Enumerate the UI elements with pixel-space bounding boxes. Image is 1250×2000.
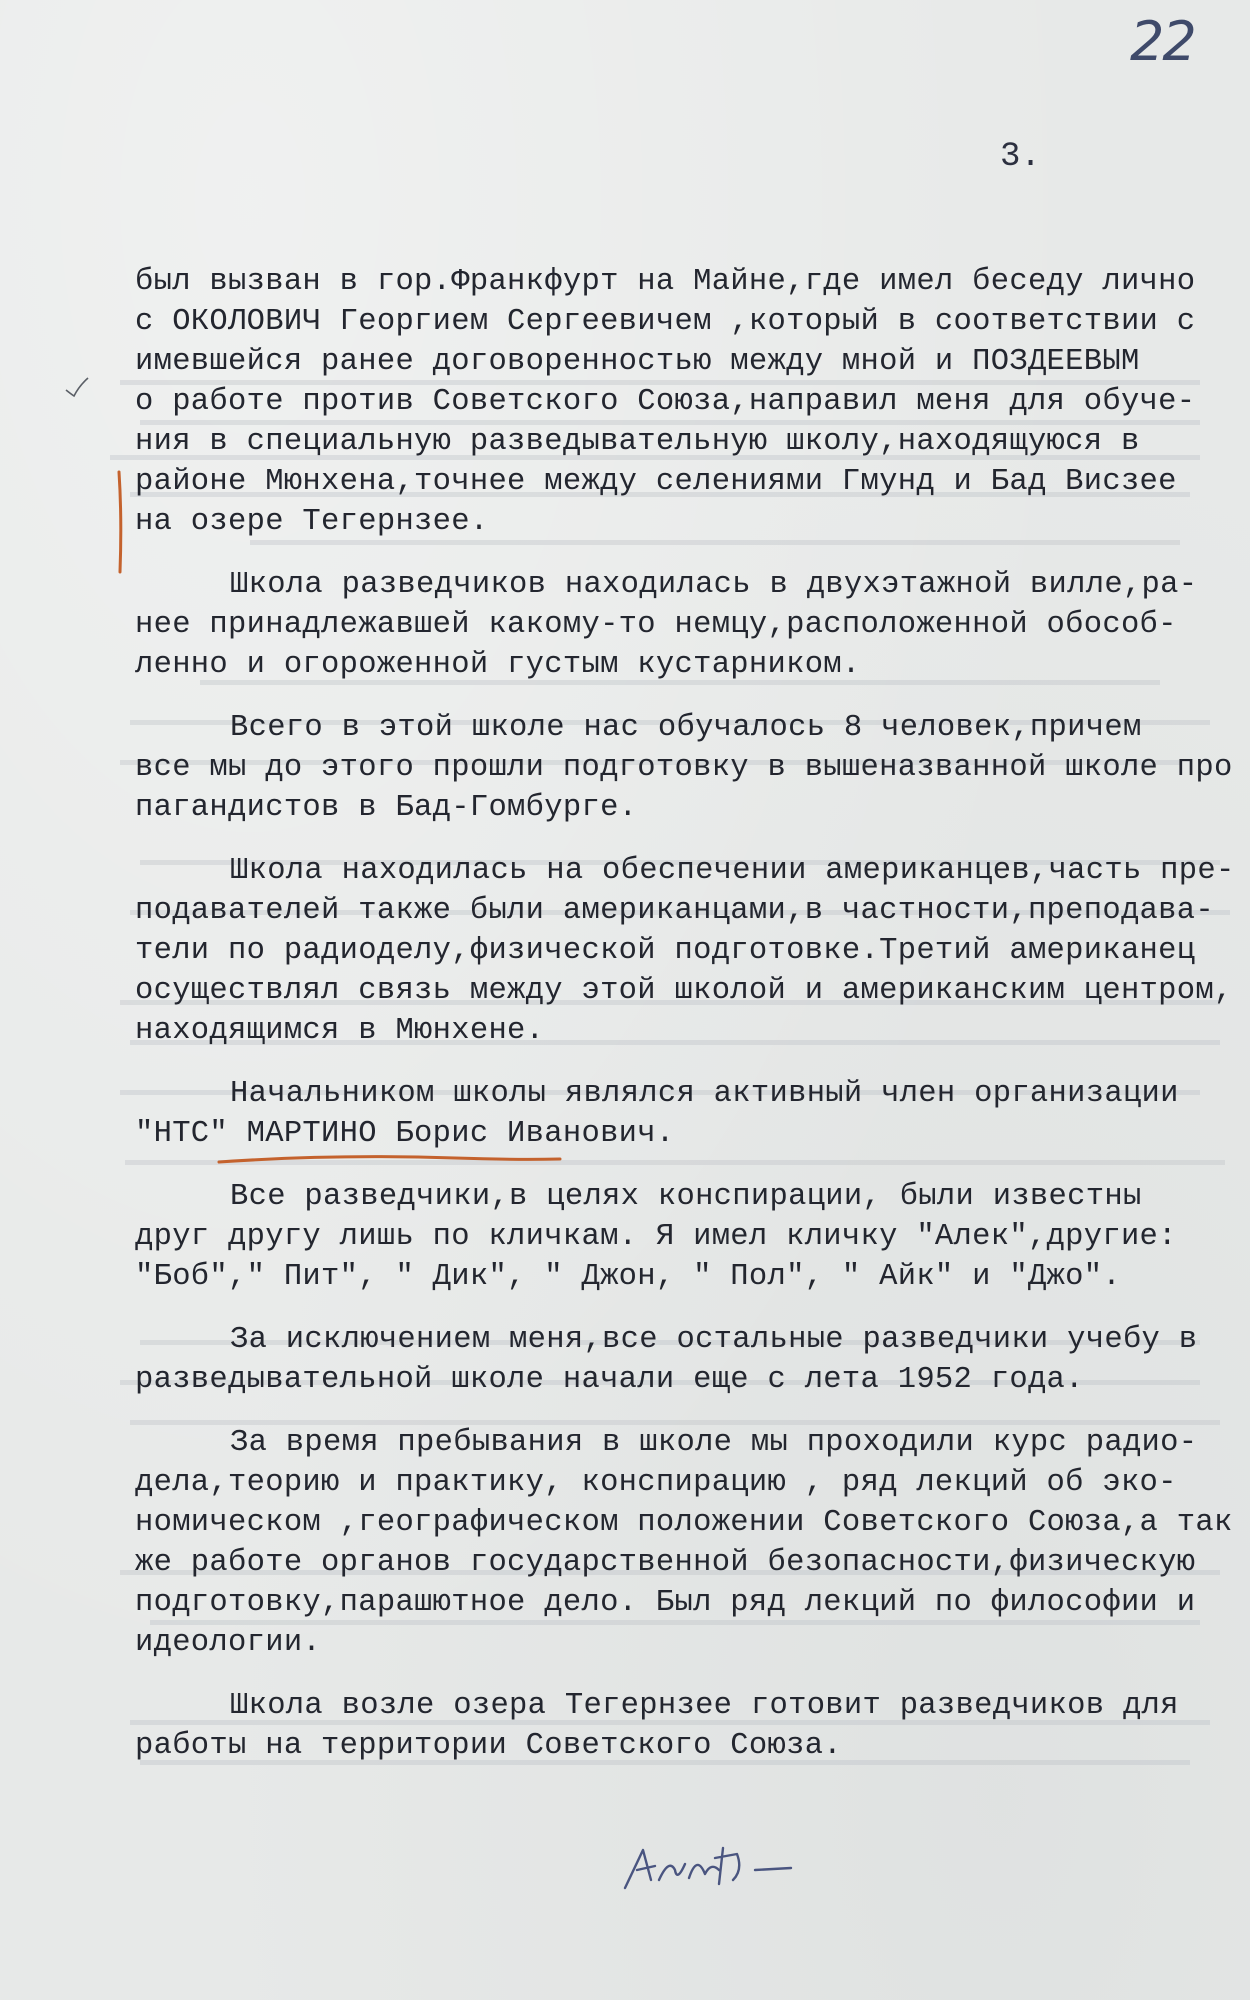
text-line: находящимся в Мюнхене.: [135, 1014, 545, 1048]
text-line: Школа разведчиков находилась в двухэтажной вилле,ра-: [230, 568, 1198, 602]
paragraph-gap: [135, 685, 1245, 708]
text-line: идеологии.: [135, 1626, 322, 1660]
paragraph: [135, 1423, 1245, 1663]
margin-red-pencil-line: [110, 468, 130, 578]
text-line: За исключением меня,все остальные разведчики учебу в: [230, 1323, 1198, 1357]
text-line: номическом ,географическом положении Советского Союза,а так: [135, 1506, 1233, 1540]
margin-tick-mark: [62, 372, 92, 402]
text-line: районе Мюнхена,точнее между селениями Гмунд и Бад Висзее: [135, 465, 1177, 499]
typed-body-text: [135, 262, 1245, 1766]
paragraph-gap: [135, 1400, 1245, 1423]
text-line: дела,теорию и практику, конспирацию , ряд лекций об эко-: [135, 1466, 1177, 1500]
text-line: на озере Тегернзее.: [135, 505, 489, 539]
paragraph-gap: [135, 1663, 1245, 1686]
text-line: тели по радиоделу,физической подготовке.Третий американец: [135, 934, 1196, 968]
folio-number: 22: [1130, 10, 1195, 73]
paragraph: [135, 1686, 1245, 1766]
text-line: пагандистов в Бад-Гомбурге.: [135, 791, 638, 825]
text-line: Все разведчики,в целях конспирации, были известны: [230, 1180, 1142, 1214]
handwritten-signature: [615, 1840, 815, 1900]
text-line: ния в специальную разведывательную школу,находящуюся в: [135, 425, 1140, 459]
text-line: осуществлял связь между этой школой и американским центром,: [135, 974, 1233, 1008]
text-line: с ОКОЛОВИЧ Георгием Сергеевичем ,который в соответствии с: [135, 305, 1196, 339]
text-line: Начальником школы являлся активный член организации: [230, 1077, 1179, 1111]
page-number: 3.: [1000, 138, 1041, 176]
text-line: все мы до этого прошли подготовку в вышеназванной школе про: [135, 751, 1233, 785]
text-line: подавателей также были американцами,в частности,преподава-: [135, 894, 1214, 928]
paragraph: [135, 1074, 1245, 1154]
text-line: имевшейся ранее договоренностью между мной и ПОЗДЕЕВЫМ: [135, 345, 1140, 379]
text-line: "НТС" МАРТИНО Борис Иванович.: [135, 1117, 675, 1151]
text-line: "Боб"," Пит", " Дик", " Джон, " Пол", " Айк" и "Джо".: [135, 1260, 1121, 1294]
text-line: Школа возле озера Тегернзее готовит разведчиков для: [230, 1689, 1179, 1723]
text-line: же работе органов государственной безопасности,физическую: [135, 1546, 1196, 1580]
paragraph-gap: [135, 1051, 1245, 1074]
text-line: За время пребывания в школе мы проходили курс радио-: [230, 1426, 1198, 1460]
text-line: разведывательной школе начали еще с лета 1952 года.: [135, 1363, 1084, 1397]
paragraph: [135, 708, 1245, 828]
text-line: друг другу лишь по кличкам. Я имел кличку "Алек",другие:: [135, 1220, 1177, 1254]
paragraph-gap: [135, 1297, 1245, 1320]
text-line: ленно и огороженной густым кустарником.: [135, 648, 861, 682]
paragraph: [135, 1320, 1245, 1400]
paragraph-gap: [135, 1154, 1245, 1177]
paragraph: [135, 565, 1245, 685]
text-line: подготовку,парашютное дело. Был ряд лекций по философии и: [135, 1586, 1196, 1620]
paragraph-gap: [135, 542, 1245, 565]
text-line: о работе против Советского Союза,направил меня для обуче-: [135, 385, 1196, 419]
paragraph: [135, 851, 1245, 1051]
text-line: Всего в этой школе нас обучалось 8 человек,причем: [230, 711, 1142, 745]
text-line: нее принадлежавшей какому-то немцу,расположенной обособ-: [135, 608, 1177, 642]
paragraph-gap: [135, 828, 1245, 851]
paragraph: [135, 1177, 1245, 1297]
paragraph: [135, 262, 1245, 542]
text-line: был вызван в гор.Франкфурт на Майне,где имел беседу лично: [135, 265, 1196, 299]
text-line: Школа находилась на обеспечении американцев,часть пре-: [230, 854, 1235, 888]
text-line: работы на территории Советского Союза.: [135, 1729, 842, 1763]
